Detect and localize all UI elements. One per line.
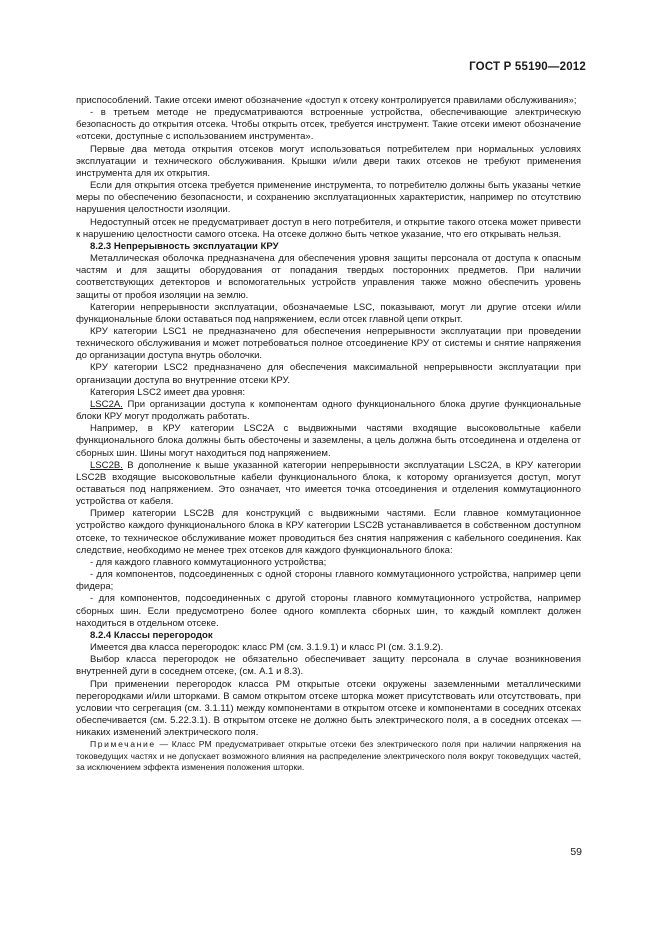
page-number: 59: [570, 846, 582, 858]
list-item: - для компонентов, подсоединенных с одной стороны главного коммутационного устройства, например цепи фидера;: [76, 569, 581, 593]
paragraph: Пример категории LSC2B для конструкций с выдвижными частями. Если главное коммутационное устройство каждого функционального блока в КРУ категории LSC2B устанавливается в собственном доступном отсеке, то техническое обслуживание может проводиться без снятия напряжения с кабельного соединения. Как следствие, необходимо не менее трех отсеков для каждого функционального блока:: [76, 508, 581, 556]
paragraph: Металлическая оболочка предназначена для обеспечения уровня защиты персонала от доступа к опасным частям и для защиты оборудования от попадания твердых посторонних предметов. При наличии соответствующих детекторов и вспомогательных устройств управления также можно обеспечить уровень защиты от пробоя изоляции на землю.: [76, 253, 581, 301]
paragraph-lsc2b: [76, 460, 581, 509]
paragraph: приспособлений. Такие отсеки имеют обозначение «доступ к отсеку контролируется правилами обслуживания»;: [76, 95, 577, 106]
paragraph: Если для открытия отсека требуется применение инструмента, то потребителю должны быть указаны четкие меры по обеспечению безопасности, и сохранению эксплуатационных характеристик, например по отсутствию нарушения целостности изоляции.: [76, 180, 581, 216]
note-label: Примечание: [90, 739, 156, 750]
standard-header: ГОСТ Р 55190—2012: [469, 61, 586, 73]
list-item: - для компонентов, подсоединенных с другой стороны главного коммутационного устройства, например сборных шин. Если предусмотрено более одного комплекта сборных шин, то каждый комплект должен находиться в отдельном отсеке.: [76, 593, 581, 629]
paragraph: КРУ категории LSC1 не предназначено для обеспечения непрерывности эксплуатации при проведении технического обслуживания и может потребоваться полное отсоединение КРУ от системы и снятие напряжения до организации доступа внутрь оболочки.: [76, 325, 581, 362]
term-definition: При организации доступа к компонентам одного функционального блока другие функциональные блоки КРУ могут продолжать работать.: [76, 398, 581, 423]
section-heading-8-2-3: 8.2.3 Непрерывность эксплуатации КРУ: [90, 240, 279, 252]
term-lsc2b: LSC2B.: [90, 459, 123, 471]
document-body: [76, 95, 581, 773]
paragraph-lsc2a: [76, 399, 581, 423]
list-item: - для каждого главного коммутационного устройства;: [90, 556, 327, 568]
paragraph: Первые два метода открытия отсеков могут использоваться потребителем при нормальных условиях эксплуатации и технического обслуживания. Крышки и/или двери таких отсеков не требуют применения инструмента для их открытия.: [76, 143, 581, 179]
paragraph: - в третьем методе не предусматриваются встроенные устройства, обеспечивающие электрическую безопасность до открытия отсека. Чтобы открыть отсек, требуется инструмент. Такие отсеки имеют обозначение «отсеки, доступные с использованием инструмента».: [76, 107, 581, 143]
paragraph: Имеется два класса перегородок: класс PM (см. 3.1.9.1) и класс PI (см. 3.1.9.2).: [90, 642, 444, 654]
paragraph: При применении перегородок класса PM открытые отсеки окружены заземленными металлическими перегородками и/или шторками. В самом открытом отсеке шторка может присутствовать или отсутствовать, при условии что сегрегация (см. 3.1.11) между компонентами в открытом отсеке и компонентами в соседних отсеках обеспечивается (см. 5.22.3.1). В открытом отсеке не должно быть электрического поля, а в соседних отсеках — никаких изменений электрического поля.: [76, 678, 581, 739]
term-definition: В дополнение к выше указанной категории непрерывности эксплуатации LSC2A, в КРУ категории LSC2B входящие высоковольтные кабели функционального блока, к которому организуется доступ, могут оставаться под напряжением. Это означает, что имеется точка отсоединения и отделения коммутационного устройства от кабеля.: [76, 459, 581, 508]
term-lsc2a: LSC2A.: [90, 398, 123, 410]
note-text: — Класс PM предусматривает открытые отсеки без электрического поля при наличии напряжения на токоведущих частях и не допускает возможного влияния на распределение электрического поля вокруг токоведущих частей, за исключением эффекта изменения положения шторки.: [76, 739, 581, 772]
paragraph: Недоступный отсек не предусматривает доступ в него потребителя, и открытие такого отсека может привести к нарушению целостности самого отсека. На отсеке должно быть четкое указание, что его открывать нельзя.: [76, 216, 581, 240]
paragraph: Например, в КРУ категории LSC2A с выдвижными частями входящие высоковольтные кабели функционального блока должны быть обесточены и заземлены, а цель должна быть отсоединена и отделена от сборных шин. Шины могут находиться под напряжением.: [76, 423, 581, 459]
paragraph: Категория LSC2 имеет два уровня:: [90, 386, 245, 398]
note: [76, 739, 581, 773]
section-heading-8-2-4: 8.2.4 Классы перегородок: [90, 629, 213, 641]
paragraph: КРУ категории LSC2 предназначено для обеспечения максимальной непрерывности эксплуатации при организации доступа во внутренние отсеки КРУ.: [76, 362, 581, 386]
paragraph: Категории непрерывности эксплуатации, обозначаемые LSC, показывают, могут ли другие отсеки и/или функциональные блоки оставаться под напряжением, если отсек главной цепи открыт.: [76, 301, 581, 325]
paragraph: Выбор класса перегородок не обязательно обеспечивает защиту персонала в случае возникновения внутренней дуги в соседнем отсеке, (см. А.1 и 8.3).: [76, 654, 581, 678]
